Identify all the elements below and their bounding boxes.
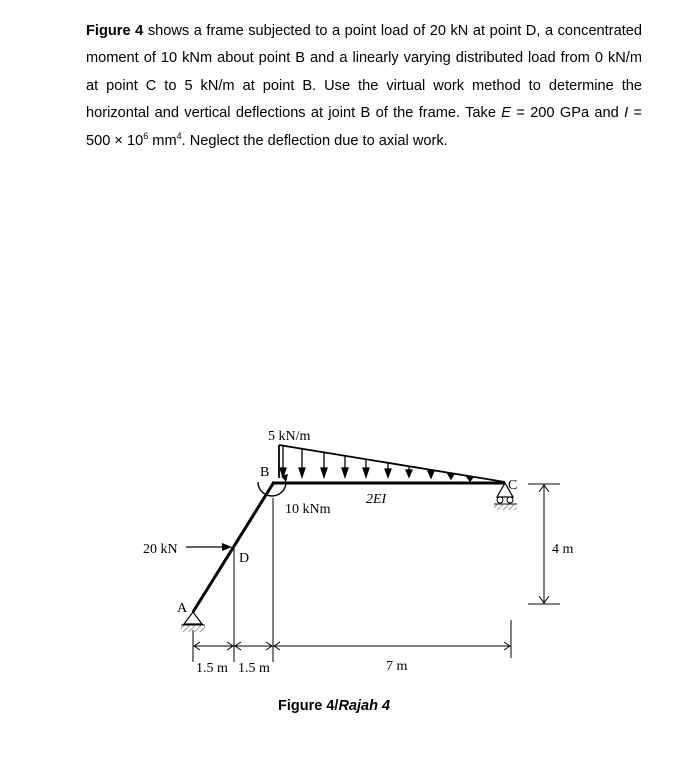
moment-label: 10 kNm [285,502,331,517]
inertia-symbol: I [624,105,629,122]
distributed-load [279,445,505,482]
point-load-arrow [186,543,232,551]
figure-reference: Figure 4 [86,23,144,39]
horizontal-dimensions [194,642,510,650]
dim-1-label: 1.5 m [196,661,228,676]
point-load-label: 20 kN [143,542,178,557]
point-d-label: D [239,551,250,566]
joint-c-label: C [508,478,518,493]
dim-2-label: 1.5 m [238,661,270,676]
figure-caption: Figure 4/Rajah 4 [278,698,391,714]
dim-3-label: 7 m [386,659,408,674]
modulus-symbol: E [501,105,512,122]
joint-b-label: B [260,465,270,480]
load-intensity-label: 5 kN/m [268,429,311,444]
height-dim-label: 4 m [552,542,574,557]
joint-a-label: A [177,601,188,616]
stiffness-label: 2EI [366,492,387,507]
problem-statement: Figure 4 shows a frame subjected to a point load of 20 kN at point D, a concentrated moment of 10 kNm about point B and a linearly varying distributed load from 0 kN/m at point C to 5 kN/m at point B. Use the virtual work method to determine the horizontal and vertical deflections at joint B of the frame. Take E = 200 GPa and $I = 500 \times 10^6$ $mm^4$. Neglect the deflection due to axial work. [86,23,642,149]
